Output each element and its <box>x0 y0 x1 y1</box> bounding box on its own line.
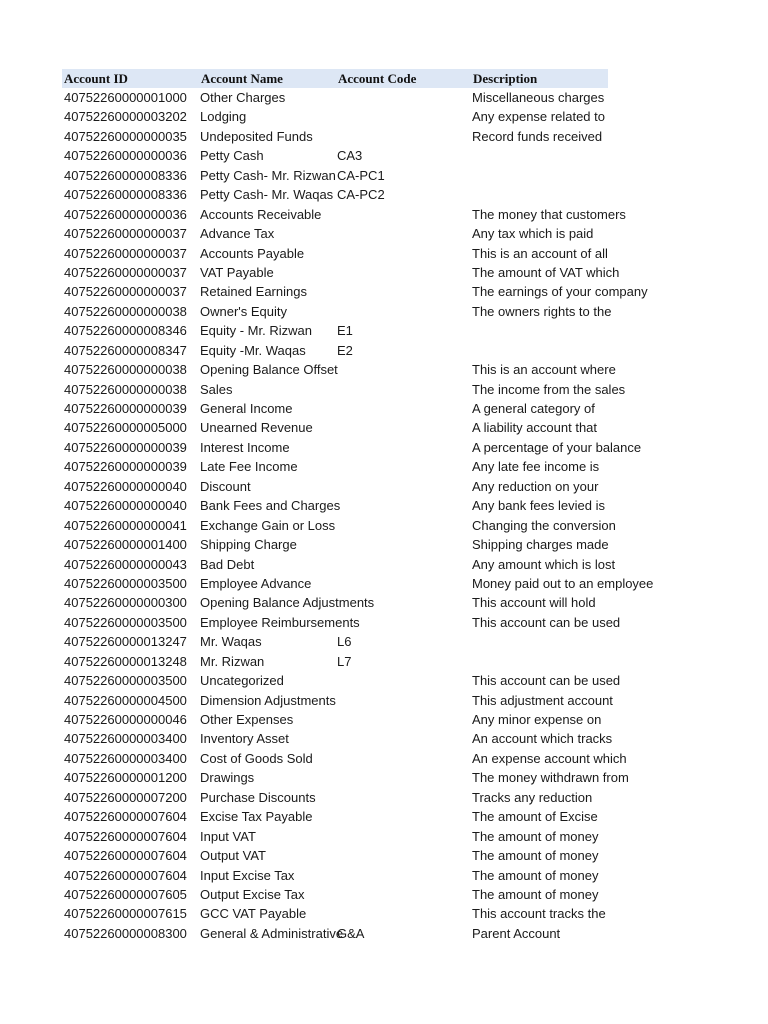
table-row <box>62 477 608 496</box>
cell-account-id[interactable]: 40752260000004500 <box>64 692 187 708</box>
table-row <box>62 788 608 807</box>
table-header <box>62 69 608 88</box>
cell-account-name[interactable]: Retained Earnings <box>200 284 307 300</box>
cell-account-id[interactable]: 40752260000001000 <box>64 90 187 105</box>
header-account-id[interactable]: Account ID <box>64 71 128 86</box>
cell-account-code[interactable] <box>337 302 471 321</box>
cell-account-name[interactable]: Inventory Asset <box>200 731 289 747</box>
cell-account-name[interactable]: Accounts Receivable <box>200 206 322 222</box>
cell-account-name[interactable]: Input Excise Tax <box>200 867 295 883</box>
cell-account-code[interactable] <box>337 88 471 107</box>
header-account-name[interactable]: Account Name <box>201 71 283 86</box>
cell-description[interactable]: Shipping charges made <box>472 537 609 553</box>
cell-description[interactable]: The amount of VAT which <box>472 264 620 280</box>
cell-account-code[interactable] <box>337 477 471 496</box>
cell-account-name[interactable]: Unearned Revenue <box>200 420 313 436</box>
cell-account-name[interactable]: Other Expenses <box>200 712 294 727</box>
table-row <box>62 691 613 710</box>
cell-description[interactable]: A general category of <box>472 401 595 416</box>
table-row <box>62 438 642 457</box>
cell-account-name[interactable]: Uncategorized <box>200 673 284 689</box>
cell-account-id[interactable]: 40752260000000036 <box>64 148 187 164</box>
cell-description[interactable]: This adjustment account <box>472 692 613 708</box>
table-row <box>62 380 626 399</box>
cell-account-code[interactable] <box>337 496 471 515</box>
cell-account-code[interactable] <box>337 574 471 593</box>
table-row <box>62 885 608 904</box>
cell-account-id[interactable]: 40752260000000046 <box>64 712 187 727</box>
cell-account-code[interactable]: CA-PC1 <box>337 167 385 183</box>
cell-account-name[interactable]: Output VAT <box>200 848 266 864</box>
cell-account-code[interactable]: E2 <box>337 342 353 358</box>
cell-account-code[interactable] <box>337 788 471 807</box>
cell-account-code[interactable]: E1 <box>337 323 353 339</box>
cell-account-id[interactable]: 40752260000001400 <box>64 537 187 553</box>
cell-account-name[interactable]: Interest Income <box>200 439 290 455</box>
cell-account-id[interactable]: 40752260000007604 <box>64 848 187 864</box>
cell-account-name[interactable]: Employee Reimbursements <box>200 614 360 630</box>
cell-description[interactable] <box>472 341 608 360</box>
cell-account-name[interactable]: Employee Advance <box>200 575 312 591</box>
cell-account-id[interactable]: 40752260000008300 <box>64 925 187 941</box>
cell-account-code[interactable] <box>337 282 471 301</box>
table-row <box>62 768 629 787</box>
cell-account-id[interactable]: 40752260000013247 <box>64 634 187 650</box>
cell-account-id[interactable]: 40752260000005000 <box>64 420 187 436</box>
cell-description[interactable]: The amount of Excise <box>472 809 598 825</box>
table-row <box>62 632 608 651</box>
cell-description[interactable] <box>472 166 608 185</box>
cell-account-name[interactable]: Accounts Payable <box>200 245 305 261</box>
table-row <box>62 244 608 263</box>
cell-account-code[interactable] <box>337 866 471 885</box>
table-row <box>62 496 608 515</box>
cell-description[interactable]: Changing the conversion <box>472 517 616 533</box>
cell-account-name[interactable]: Equity - Mr. Rizwan <box>200 323 312 339</box>
cell-description[interactable]: This account will hold <box>472 595 596 611</box>
cell-description[interactable]: This is an account of all <box>472 245 608 261</box>
cell-description[interactable]: Tracks any reduction <box>472 789 593 805</box>
cell-description[interactable]: This account can be used <box>472 673 621 689</box>
cell-account-name[interactable]: VAT Payable <box>200 264 274 280</box>
cell-account-code[interactable] <box>337 807 471 826</box>
cell-account-name[interactable]: GCC VAT Payable <box>200 906 307 922</box>
cell-description[interactable] <box>472 652 608 671</box>
cell-description[interactable]: The amount of money <box>472 867 599 883</box>
table-row <box>62 593 608 612</box>
table-row <box>62 710 608 729</box>
table-row <box>62 671 621 690</box>
cell-account-name[interactable]: Mr. Waqas <box>200 634 262 650</box>
cell-description[interactable]: Any late fee income is <box>472 459 600 475</box>
cell-account-code[interactable] <box>337 710 471 729</box>
table-row <box>62 341 608 360</box>
cell-description[interactable]: A liability account that <box>472 420 598 436</box>
cell-description[interactable]: Parent Account <box>472 925 561 941</box>
cell-account-id[interactable]: 40752260000008346 <box>64 323 187 339</box>
cell-account-id[interactable]: 40752260000000038 <box>64 362 187 378</box>
cell-description[interactable]: The income from the sales <box>472 381 626 397</box>
cell-account-code[interactable] <box>337 263 471 282</box>
table-row <box>62 749 627 768</box>
cell-account-code[interactable] <box>337 360 471 379</box>
cell-account-id[interactable]: 40752260000000038 <box>64 381 187 397</box>
cell-account-name[interactable]: Other Charges <box>200 90 286 105</box>
cell-account-id[interactable]: 40752260000000035 <box>64 128 187 144</box>
table-row <box>62 127 608 146</box>
header-account-code[interactable]: Account Code <box>338 71 417 86</box>
cell-description[interactable]: The earnings of your company <box>472 284 648 300</box>
cell-description[interactable]: Any bank fees levied is <box>472 498 605 514</box>
cell-account-name[interactable]: Input VAT <box>200 828 256 844</box>
table-row <box>62 729 613 748</box>
cell-account-code[interactable]: G&A <box>337 925 365 941</box>
cell-description[interactable]: Record funds received <box>472 128 603 144</box>
accounts-table <box>62 69 654 943</box>
cell-account-id[interactable]: 40752260000000043 <box>64 556 187 572</box>
cell-account-name[interactable]: Undeposited Funds <box>200 128 313 144</box>
cell-account-code[interactable] <box>337 205 471 224</box>
cell-account-id[interactable]: 40752260000007604 <box>64 809 187 825</box>
table-row <box>62 282 648 301</box>
cell-account-code[interactable]: CA-PC2 <box>337 187 385 203</box>
cell-account-code[interactable] <box>337 885 471 904</box>
cell-description[interactable] <box>472 632 608 651</box>
cell-account-id[interactable]: 40752260000008336 <box>64 187 187 203</box>
table-row <box>62 205 626 224</box>
table-row <box>62 321 608 340</box>
cell-account-code[interactable] <box>337 127 471 146</box>
cell-account-code[interactable] <box>337 613 471 632</box>
cell-account-name[interactable]: Lodging <box>200 109 247 125</box>
table-row <box>62 924 608 943</box>
cell-account-name[interactable]: Sales <box>200 381 233 397</box>
cell-account-id[interactable]: 40752260000000300 <box>64 595 187 611</box>
table-row <box>62 846 608 865</box>
cell-description[interactable]: The owners rights to the <box>472 303 612 319</box>
cell-account-id[interactable]: 40752260000007615 <box>64 906 187 922</box>
cell-description[interactable]: Any minor expense on <box>472 712 602 727</box>
cell-description[interactable] <box>472 185 608 204</box>
table-body <box>62 88 654 943</box>
cell-account-code[interactable] <box>337 418 471 437</box>
cell-account-name[interactable]: Discount <box>200 478 251 494</box>
cell-description[interactable]: The amount of money <box>472 886 599 902</box>
cell-account-id[interactable]: 40752260000000039 <box>64 401 187 416</box>
table-row <box>62 574 654 593</box>
cell-account-code[interactable] <box>337 593 471 612</box>
cell-account-code[interactable] <box>337 691 471 710</box>
cell-account-name[interactable]: Opening Balance Adjustments <box>200 595 375 611</box>
table-row <box>62 418 608 437</box>
cell-account-code[interactable] <box>337 399 471 418</box>
cell-account-name[interactable]: Shipping Charge <box>200 537 297 553</box>
table-row <box>62 652 608 671</box>
cell-account-code[interactable] <box>337 749 471 768</box>
cell-description[interactable]: An account which tracks <box>472 731 613 747</box>
table-row <box>62 185 608 204</box>
cell-description[interactable]: The amount of money <box>472 828 599 844</box>
table-row <box>62 516 616 535</box>
cell-account-name[interactable]: Bad Debt <box>200 556 255 572</box>
cell-account-code[interactable]: L6 <box>337 634 352 650</box>
cell-description[interactable]: This is an account where <box>472 362 616 378</box>
cell-account-name[interactable]: General Income <box>200 401 293 416</box>
cell-account-id[interactable]: 40752260000000037 <box>64 264 187 280</box>
cell-account-id[interactable]: 40752260000008336 <box>64 167 187 183</box>
cell-account-name[interactable]: Equity -Mr. Waqas <box>200 342 306 358</box>
cell-account-name[interactable]: Petty Cash <box>200 148 264 164</box>
cell-account-id[interactable]: 40752260000003400 <box>64 731 187 747</box>
cell-account-id[interactable]: 40752260000007605 <box>64 886 187 902</box>
cell-account-code[interactable] <box>337 438 471 457</box>
cell-account-name[interactable]: Advance Tax <box>200 226 275 242</box>
table-row <box>62 555 616 574</box>
table-row <box>62 263 620 282</box>
table-row <box>62 457 608 476</box>
cell-description[interactable]: The amount of money <box>472 848 599 864</box>
cell-account-id[interactable]: 40752260000000037 <box>64 245 187 261</box>
cell-account-id[interactable]: 40752260000003400 <box>64 750 187 766</box>
table-row <box>62 866 608 885</box>
cell-account-id[interactable]: 40752260000000041 <box>64 517 187 533</box>
cell-account-id[interactable]: 40752260000000039 <box>64 459 187 475</box>
cell-account-id[interactable]: 40752260000013248 <box>64 653 187 669</box>
cell-account-name[interactable]: Petty Cash- Mr. Rizwan <box>200 167 336 183</box>
cell-description[interactable]: Any tax which is paid <box>472 226 594 242</box>
cell-account-name[interactable]: Cost of Goods Sold <box>200 750 313 766</box>
cell-account-name[interactable]: Drawings <box>200 770 255 786</box>
table-row <box>62 904 608 923</box>
cell-account-code[interactable] <box>337 535 471 554</box>
cell-account-name[interactable]: Mr. Rizwan <box>200 653 265 669</box>
cell-description[interactable]: Money paid out to an employee <box>472 575 654 591</box>
cell-account-code[interactable] <box>337 729 471 748</box>
table-row <box>62 613 621 632</box>
cell-account-name[interactable]: Opening Balance Offset <box>200 362 338 378</box>
cell-account-code[interactable] <box>337 768 471 787</box>
table-row <box>62 146 608 165</box>
cell-description[interactable]: Any expense related to <box>472 109 605 125</box>
cell-account-code[interactable] <box>337 107 471 126</box>
table-row <box>62 166 608 185</box>
cell-account-name[interactable]: Purchase Discounts <box>200 789 316 805</box>
cell-account-name[interactable]: Exchange Gain or Loss <box>200 517 336 533</box>
cell-account-name[interactable]: Excise Tax Payable <box>200 809 313 825</box>
cell-account-code[interactable] <box>337 846 471 865</box>
cell-account-name[interactable]: Owner's Equity <box>200 303 288 319</box>
table-row <box>62 224 608 243</box>
cell-description[interactable]: Miscellaneous charges <box>472 90 605 105</box>
cell-description[interactable]: A percentage of your balance <box>472 439 642 455</box>
table-row <box>62 827 608 846</box>
cell-description[interactable]: An expense account which <box>472 750 627 766</box>
table-row <box>62 360 616 379</box>
table-row <box>62 807 608 826</box>
cell-account-id[interactable]: 40752260000001200 <box>64 770 187 786</box>
table-row <box>62 535 608 554</box>
cell-account-code[interactable] <box>337 827 471 846</box>
cell-account-code[interactable] <box>337 457 471 476</box>
cell-account-name[interactable]: General & Administrative <box>200 925 344 941</box>
cell-account-id[interactable]: 40752260000008347 <box>64 342 187 358</box>
cell-account-code[interactable] <box>337 516 471 535</box>
cell-description[interactable] <box>472 321 608 340</box>
cell-description[interactable]: This account can be used <box>472 614 621 630</box>
cell-account-id[interactable]: 40752260000000039 <box>64 439 187 455</box>
header-description[interactable]: Description <box>473 71 538 86</box>
cell-description[interactable]: The money that customers <box>472 206 626 222</box>
cell-account-name[interactable]: Dimension Adjustments <box>200 692 336 708</box>
table-row <box>62 302 612 321</box>
cell-account-id[interactable]: 40752260000007200 <box>64 789 187 805</box>
cell-description[interactable] <box>472 146 608 165</box>
cell-description[interactable]: Any amount which is lost <box>472 556 616 572</box>
cell-account-code[interactable] <box>337 904 471 923</box>
cell-account-id[interactable]: 40752260000000037 <box>64 226 187 242</box>
cell-account-code[interactable] <box>337 224 471 243</box>
cell-account-id[interactable]: 40752260000000040 <box>64 498 187 514</box>
cell-account-id[interactable]: 40752260000000037 <box>64 284 187 300</box>
cell-account-id[interactable]: 40752260000000036 <box>64 206 187 222</box>
cell-account-id[interactable]: 40752260000007604 <box>64 828 187 844</box>
cell-account-id[interactable]: 40752260000003500 <box>64 614 187 630</box>
cell-account-id[interactable]: 40752260000003500 <box>64 673 187 689</box>
cell-account-code[interactable] <box>337 244 471 263</box>
cell-account-id[interactable]: 40752260000003500 <box>64 575 187 591</box>
cell-account-id[interactable]: 40752260000003202 <box>64 109 187 125</box>
cell-account-name[interactable]: Petty Cash- Mr. Waqas <box>200 187 334 203</box>
cell-account-id[interactable]: 40752260000000038 <box>64 303 187 319</box>
cell-description[interactable]: The money withdrawn from <box>472 770 629 786</box>
cell-account-name[interactable]: Bank Fees and Charges <box>200 498 341 514</box>
table-row <box>62 399 608 418</box>
cell-account-id[interactable]: 40752260000000040 <box>64 478 187 494</box>
cell-description[interactable]: This account tracks the <box>472 906 606 922</box>
cell-account-code[interactable]: CA3 <box>337 148 363 164</box>
cell-account-name[interactable]: Late Fee Income <box>200 459 298 475</box>
cell-description[interactable]: Any reduction on your <box>472 478 599 494</box>
cell-account-code[interactable] <box>337 671 471 690</box>
cell-account-code[interactable]: L7 <box>337 653 352 669</box>
cell-account-name[interactable]: Output Excise Tax <box>200 886 305 902</box>
table-row <box>62 88 608 107</box>
cell-account-id[interactable]: 40752260000007604 <box>64 867 187 883</box>
cell-account-code[interactable] <box>337 380 471 399</box>
cell-account-code[interactable] <box>337 555 471 574</box>
table-row <box>62 107 608 126</box>
